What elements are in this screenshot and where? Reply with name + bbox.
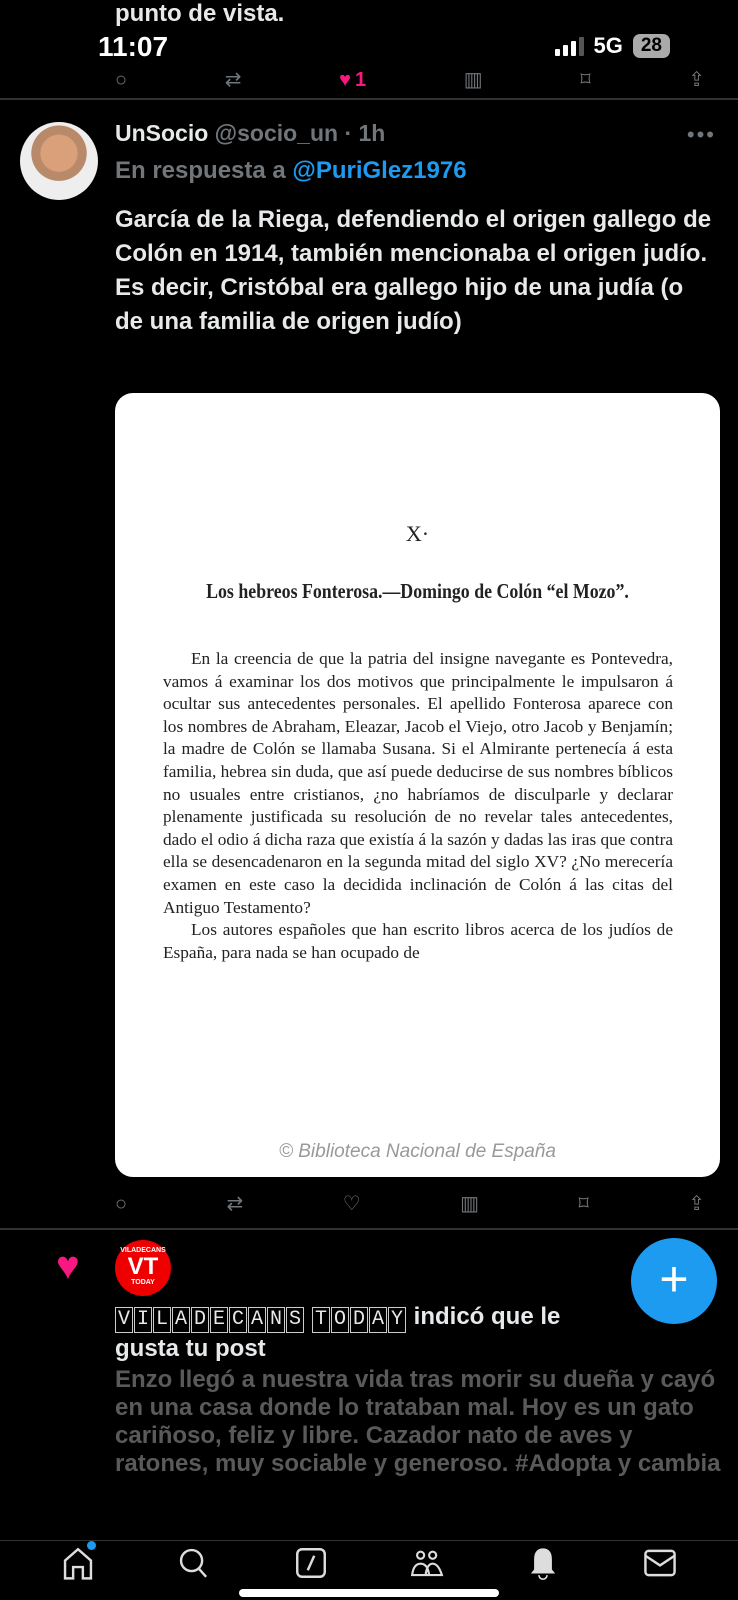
divider [0,98,738,100]
image-credit: © Biblioteca Nacional de España [278,1141,556,1162]
search-tab[interactable] [174,1544,214,1582]
battery-icon: 28 [633,34,670,58]
logo-main-text: VT [127,1253,159,1280]
heart-icon: ♥ [56,1244,80,1288]
grok-icon [294,1546,328,1580]
tweet-actions [115,1192,705,1216]
account-name-letter: Y [388,1307,406,1333]
communities-icon [410,1546,444,1580]
status-time: 11:07 [98,31,169,62]
paragraph: Los autores españoles que han escrito libros acerca de los judíos de España, para nada se han ocupado de [163,920,673,962]
previous-tweet-text: punto de vista. [115,0,285,27]
account-name-letter: N [267,1307,285,1333]
notifications-tab[interactable] [523,1544,563,1582]
home-icon [61,1546,95,1580]
network-label: 5G [593,33,623,58]
bottom-nav [0,1544,738,1582]
search-icon [177,1546,211,1580]
paragraph: En la creencia de que la patria del insigne navegante es Pontevedra, vamos á examinar los dos motivos que principalmente le impulsaron á ocultar sus antecedentes personales. El apellido Fonterosa aparece con los nombres de Abraham, Eleazar, Jacob el Viejo, otro Jacob y Benjamín; la madre de Colón se llamaba Susana. Si el Almirante pertenecía á esta familia, hebrea sin duda, que así puede deducirse de sus nombres bíblicos no usuales entre cristianos, ¿no habríamos de disculparle y declarar plenamente justificada su resolución de no revelar tales antecedentes, dado el odio á dicha raza que existía á la sazón y dadas las iras que contra ella se desencadenaron en la segunda mitad del siglo XV? ¿No merecería examen en este caso la decidida inclinación de Colón á las citas del Antiguo Testamento? [163,649,673,917]
account-name-letter: V [115,1307,133,1333]
bookmark-button[interactable]: ⌑ [578,1193,589,1215]
account-name-letter: L [153,1307,171,1333]
post-preview: Enzo llegó a nuestra vida tras morir su dueña y cayó en una casa donde lo trataban mal. Hoy es un gato cariñoso, feliz y libre. Cazador nato de aves y ratones, muy sociable y generoso. #Adopta y cambia [115,1366,721,1477]
account-name-letter: O [331,1307,349,1333]
account-name-letter: E [210,1307,228,1333]
reply-button[interactable]: ○ [115,1193,128,1215]
divider [0,1228,738,1230]
notification-action: indicó que le gusta tu post [115,1303,561,1362]
account-name-letter: S [286,1307,304,1333]
compose-button[interactable]: + [631,1238,717,1324]
account-name[interactable] [115,1305,407,1332]
tweet-time: · 1h [344,120,386,146]
home-indicator[interactable] [239,1589,499,1597]
home-tab[interactable] [58,1544,98,1582]
account-name-letter: D [350,1307,368,1333]
reply-prefix: En respuesta a [115,157,286,184]
retweet-button[interactable]: ⇄ [224,69,242,91]
logo-top-text: VILADECANS [120,1247,166,1254]
account-logo[interactable] [115,1240,171,1296]
account-name-letter: T [312,1307,330,1333]
views-button[interactable]: ▥ [460,1193,480,1215]
more-options-icon[interactable]: ••• [686,122,716,147]
chapter-number: X· [405,521,430,546]
mail-icon [643,1546,677,1580]
share-button[interactable]: ⇪ [688,69,705,91]
communities-tab[interactable] [407,1544,447,1582]
bookmark-button[interactable]: ⌑ [580,69,591,91]
author-name[interactable]: UnSocio [115,120,209,146]
reply-button[interactable]: ○ [115,69,128,91]
author-handle[interactable]: @socio_un [214,120,339,146]
like-button[interactable]: ♡ [342,1193,361,1215]
like-button[interactable]: ♥ 1 [339,69,367,91]
tweet-header [115,120,385,147]
account-name-letter: D [191,1307,209,1333]
retweet-button[interactable]: ⇄ [226,1193,244,1215]
account-name-letter: I [134,1307,152,1333]
document-body [163,648,673,964]
tweet-image[interactable] [115,393,720,1177]
tweet-text: García de la Riega, defendiendo el origen gallego de Colón en 1914, también mencionaba el origen judío. Es decir, Cristóbal era gallego hijo de una judía (o de una familia de origen judío) [115,206,712,335]
reply-context [115,157,467,185]
grok-tab[interactable] [291,1544,331,1582]
account-name-letter: A [369,1307,387,1333]
status-indicators [555,33,671,59]
views-button[interactable]: ▥ [463,69,483,91]
logo-bottom-text: TODAY [131,1279,155,1286]
account-name-letter: C [229,1307,247,1333]
share-button[interactable]: ⇪ [688,1193,705,1215]
account-name-letter: A [248,1307,266,1333]
like-count: 1 [355,69,367,91]
reply-to-link[interactable]: @PuriGlez1976 [292,157,467,184]
messages-tab[interactable] [640,1544,680,1582]
chapter-title: Los hebreos Fonterosa.—Domingo de Colón “el Mozo”. [206,579,629,603]
bell-icon [526,1546,560,1580]
previous-tweet-actions [115,68,705,92]
avatar[interactable] [20,122,98,200]
notification-text[interactable] [115,1302,605,1364]
signal-icon [555,36,584,56]
account-name-letter: A [172,1307,190,1333]
